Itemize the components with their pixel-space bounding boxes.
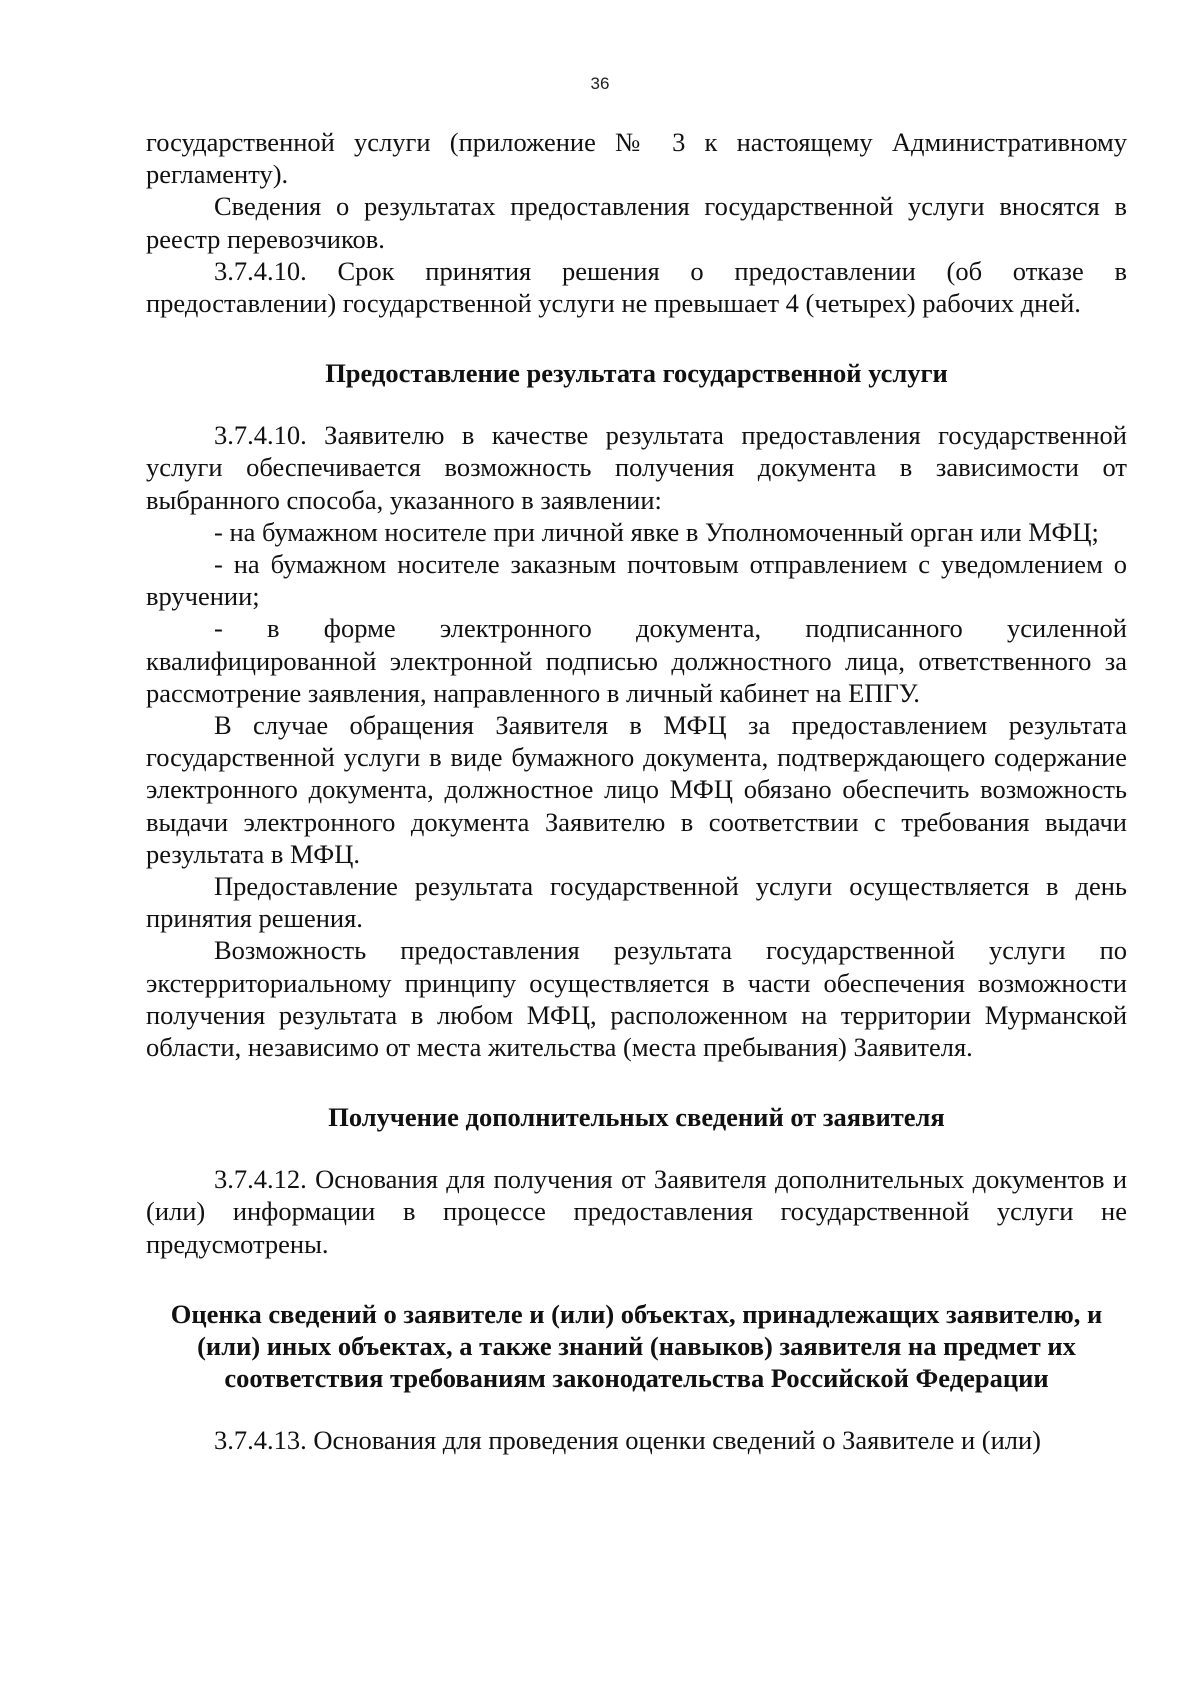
paragraph-registry: Сведения о результатах предоставления государственной услуги вносятся в реестр перевозчиков.: [146, 191, 1127, 254]
paragraph-decision-term: 3.7.4.10. Срок принятия решения о предоставлении (об отказе в предоставлении) государственной услуги не превышает 4 (четырех) рабочих дней.: [146, 255, 1127, 319]
paragraph-mfc-paper-copy: В случае обращения Заявителя в МФЦ за предоставлением результата государственной услуги в виде бумажного документа, подтверждающего содержание электронного документа, должностное лицо МФЦ обязано обеспечить возможность выдачи электронного документа Заявителю в соответствии с требования выдачи результата в МФЦ.: [146, 710, 1127, 869]
list-item-electronic: - в форме электронного документа, подписанного усиленной квалифицированной электронной подписью должностного лица, ответственного за рассмотрение заявления, направленного в личный кабинет на ЕПГУ.: [146, 613, 1127, 708]
page-number: 36: [590, 74, 610, 93]
document-body: [146, 126, 1127, 1456]
section-heading-additional-info: Получение дополнительных сведений от заявителя: [328, 1102, 945, 1133]
list-item-paper-by-mail: - на бумажном носителе заказным почтовым отправлением с уведомлением о вручении;: [146, 549, 1127, 612]
section-heading-result-provision: Предоставление результата государственной услуги: [325, 358, 948, 389]
paragraph-extraterritorial: Возможность предоставления результата государственной услуги по экстерриториальному принципу осуществляется в части обеспечения возможности получения результата в любом МФЦ, расположенном на территории Мурманской области, независимо от места жительства (места пребывания) Заявителя.: [146, 935, 1127, 1063]
paragraph-continuation: государственной услуги (приложение № 3 к настоящему Административному регламенту).: [146, 127, 1127, 190]
section-heading-applicant-assessment: Оценка сведений о заявителе и (или) объектах, принадлежащих заявителю, и (или) иных объектах, а также знаний (навыков) заявителя на предмет их соответствия требованиям законодательства Российской Федерации: [170, 1298, 1103, 1393]
paragraph-assessment-grounds: 3.7.4.13. Основания для проведения оценки сведений о Заявителе и (или): [214, 1424, 1041, 1455]
paragraph-result-options: 3.7.4.10. Заявителю в качестве результата предоставления государственной услуги обеспечивается возможность получения документа в зависимости от выбранного способа, указанного в заявлении:: [146, 420, 1127, 515]
list-item-paper-in-person: - на бумажном носителе при личной явке в Уполномоченный орган или МФЦ;: [214, 516, 1099, 547]
paragraph-result-same-day: Предоставление результата государственной услуги осуществляется в день принятия решения.: [146, 871, 1127, 934]
paragraph-no-additional-docs: 3.7.4.12. Основания для получения от Заявителя дополнительных документов и (или) информации в процессе предоставления государственной услуги не предусмотрены.: [146, 1164, 1127, 1259]
